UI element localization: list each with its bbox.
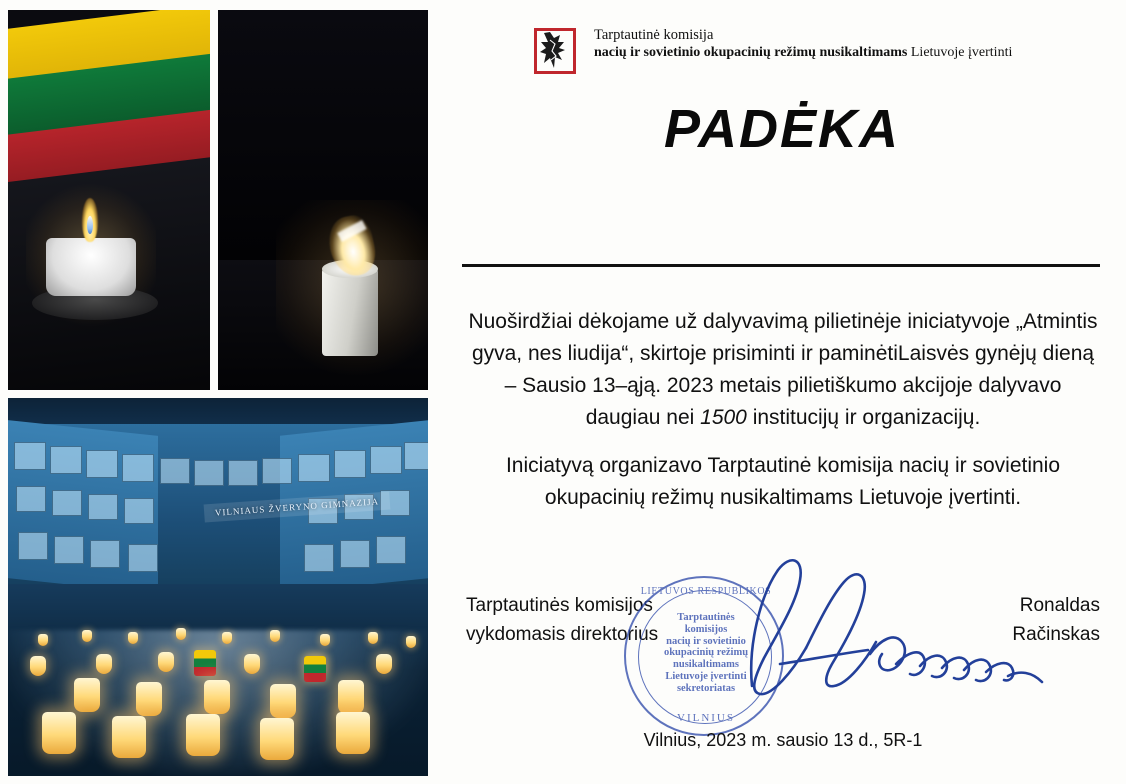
memorial-candle [136,682,162,716]
place-and-date: Vilnius, 2023 m. sausio 13 d., 5R-1 [643,730,923,750]
signer-name [890,592,1100,649]
memorial-candle [270,630,280,642]
signer-role-line-1: Tarptautinės komisijos [466,595,653,616]
candle-in-darkness-photo [218,10,428,390]
eagle-emblem-icon [530,24,582,78]
school-building-sign: VILNIAUS ŽVERYNO GIMNAZIJA [204,492,391,523]
stamp-line-6: Lietuvoje įvertinti [665,670,747,682]
organization-line-2-thin: Lietuvoje įvertinti [907,45,1013,61]
stamp-core-text [644,612,768,694]
memorial-candle [368,632,378,644]
stamp-line-4: okupacinių režimų [663,647,749,659]
memorial-candle [244,654,260,674]
memorial-candle [42,712,76,754]
candle-body [322,268,378,356]
stamp-line-3: nacių ir sovietinio [666,635,746,647]
participant-count: 1500 [700,405,747,429]
eagle-glyph-icon [538,30,572,72]
stamp-line-7: sekretoriatas [676,682,736,694]
organization-line-2-bold: nacių ir sovietinio okupacinių režimų nusikaltimams [594,45,908,61]
horizontal-divider [462,264,1100,267]
memorial-candle [96,654,112,674]
school-courtyard-candles-photo [8,398,428,776]
page-title: PADĖKA [663,99,900,159]
memorial-candle [38,634,48,646]
memorial-candle [320,634,330,646]
paragraph-1-text: Nuoširdžiai dėkojame už dalyvavimą pilietinėje iniciatyvoje „Atmintis gyva, nes liudija“, skirtoje prisiminti ir paminėtiLaisvės gynėjų dieną – Sausio 13–ąją. 2023 metais pilietiškumo akcijoje dalyvavo daugiau nei [468,310,1098,429]
memorial-candle [176,628,186,640]
memorial-candle [186,714,220,756]
organization-line-1: Tarptautinė komisija [594,27,714,43]
memorial-candle [338,680,364,714]
memorial-candle [260,718,294,760]
memorial-candle [128,632,138,644]
candle-wick-icon [87,216,93,234]
candle-body [46,238,136,296]
memorial-candle [204,680,230,714]
memorial-candle [376,654,392,674]
stamp-line-5: nusikaltimams [673,659,739,670]
stamp-line-2: komisijos [684,623,728,635]
lithuanian-flag-candle [194,650,216,676]
lithuanian-flag-candle [304,656,326,682]
memorial-candle [30,656,46,676]
memorial-candle [222,632,232,644]
organization-header [530,24,1012,78]
memorial-candle [112,716,146,758]
organization-name [594,24,1012,62]
signer-name-line-2: Račinskas [1012,623,1100,645]
photo-column [8,10,428,776]
stamp-line-1: Tarptautinės [677,612,735,623]
signer-role-line-2: vykdomasis direktorius [466,623,659,645]
stamp-arc-bottom: VILNIUS [677,711,735,724]
memorial-candle [406,636,416,648]
stamp-arc-top: LIETUVOS RESPUBLIKOS [640,586,772,597]
paragraph-1-tail: institucijų ir organizacijų. [746,405,981,429]
body-text [466,306,1100,529]
memorial-candle [158,652,174,672]
candle-with-lithuanian-flag-photo [8,10,210,390]
memorial-candle [74,678,100,712]
memorial-candle [270,684,296,718]
official-stamp [624,576,784,736]
certificate-content [452,0,1112,784]
signer-name-line-1: Ronaldas [1019,595,1100,616]
body-paragraph-1 [466,306,1100,434]
organization-line-2 [594,44,1012,62]
memorial-candle [82,630,92,642]
body-paragraph-2: Iniciatyvą organizavo Tarptautinė komisija nacių ir sovietinio okupacinių režimų nusikaltimams Lietuvoje įvertinti. [505,453,1061,509]
memorial-candle [336,712,370,754]
